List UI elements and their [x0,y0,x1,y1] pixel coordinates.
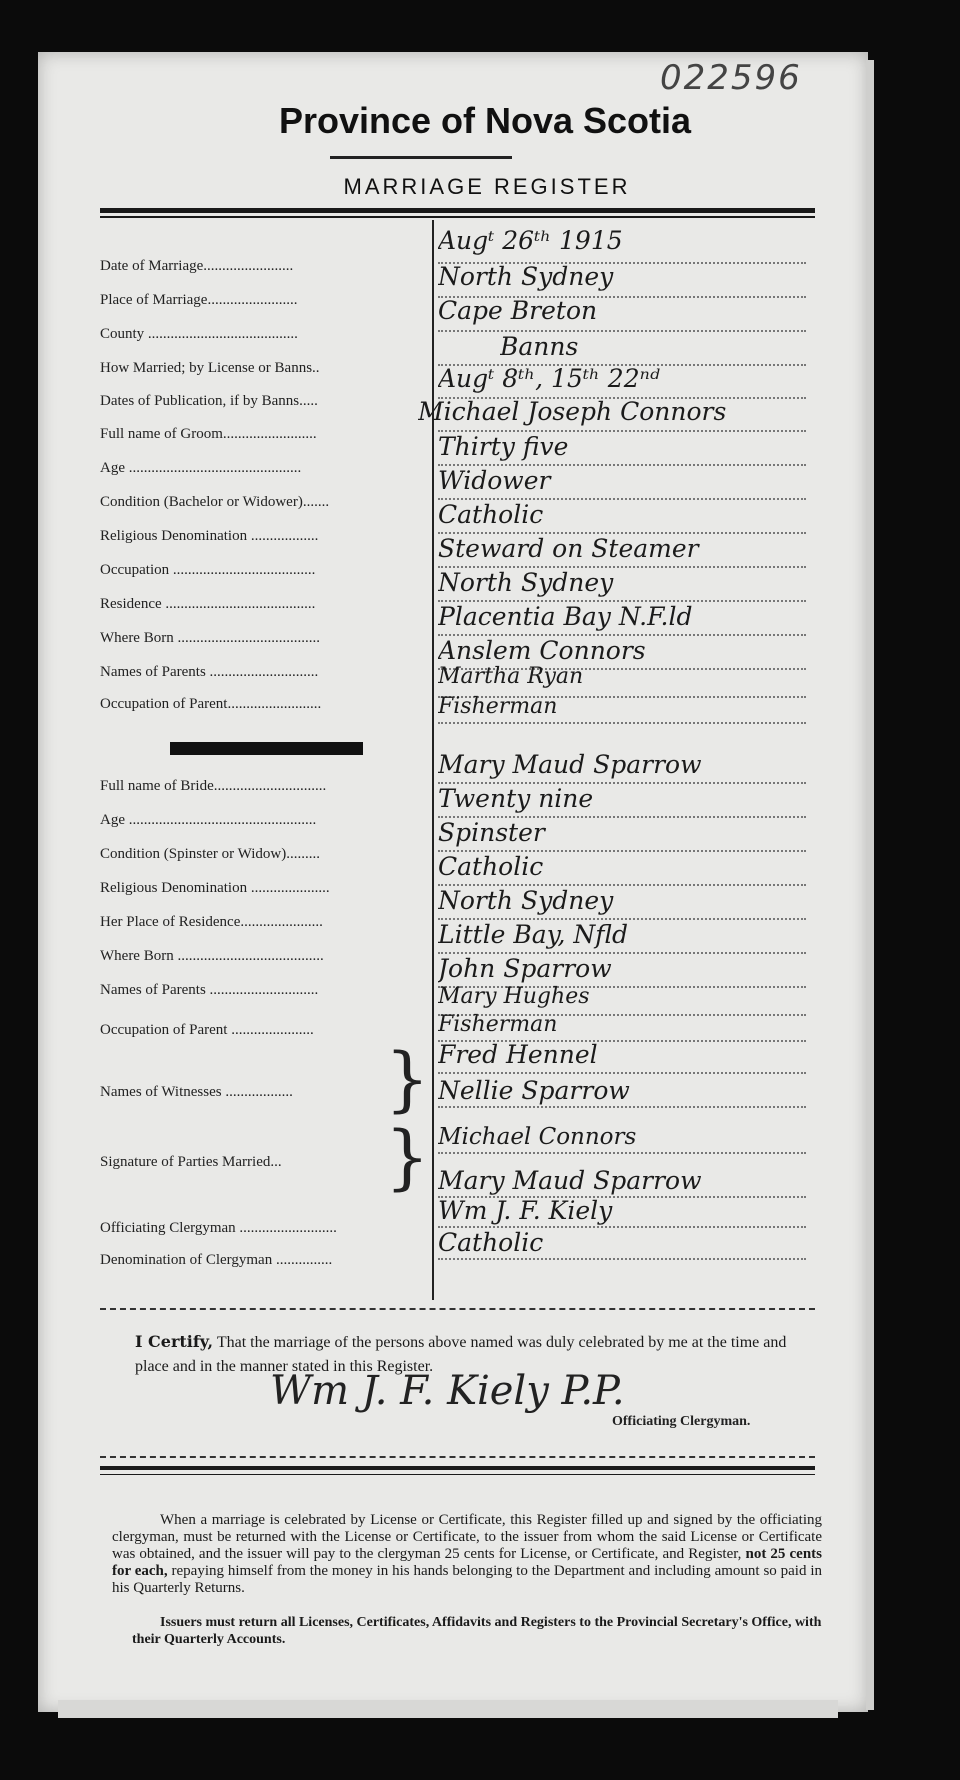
field-label: Her Place of Residence...................... [100,914,323,930]
field-value-groom-residence: North Sydney [438,568,614,597]
column-divider [432,220,434,1300]
field-value-publication-dates: Augᵗ 8ᵗʰ, 15ᵗʰ 22ⁿᵈ [438,364,660,393]
field-label: Residence ........................................ [100,596,316,612]
clergyman-signature: Wm J. F. Kiely P.P. [270,1368,625,1414]
field-value-groom-name: Michael Joseph Connors [418,397,727,426]
field-label: Occupation of Parent ...................... [100,1022,314,1038]
dotted-line [438,722,806,724]
register-title: MARRIAGE REGISTER [343,174,631,199]
province-title: Province of Nova Scotia [278,100,692,141]
field-value-groom-parent-occupation: Fisherman [438,694,558,719]
field-label: How Married; by License or Banns.. [100,360,320,376]
field-value-clergy-denomination: Catholic [438,1228,544,1257]
field-label: Denomination of Clergyman ............... [100,1252,333,1268]
field-label: Date of Marriage........................ [100,258,294,274]
field-label: Names of Parents ............................. [100,664,319,680]
parties-label: Signature of Parties Married... [100,1154,282,1170]
field-label: Officiating Clergyman .......................... [100,1220,337,1236]
field-label: Age .............................................. [100,460,302,476]
field-label: Place of Marriage........................ [100,292,298,308]
field-label: Condition (Spinster or Widow)......... [100,846,320,862]
field-label: Religious Denomination .................. [100,528,319,544]
dotted-line [438,1152,806,1154]
serial-number: 022596 [660,58,802,98]
field-label: Age .................................................. [100,812,317,828]
certify-heading: I Certify, [135,1332,214,1351]
field-label: Condition (Bachelor or Widower)....... [100,494,330,510]
field-value-groom-birthplace: Placentia Bay N.F.ld [438,602,693,631]
certify-body: That the marriage of the persons above named was duly celebrated by me at the time and place and in the manner stated in this Register. [135,1334,787,1375]
field-value-groom-father: Anslem Connors [438,636,646,665]
notice-text-1: When a marriage is celebrated by License or Certificate, this Register filled up and signed by the officiating clergyman, must be returned with the License or Certificate, to the issuer from whom the said License or Certificate was obtained, and the issuer will pay to the clergyman 25 cents for License, or Certificate, and Register, [112,1512,822,1562]
field-value-groom-condition: Widower [438,466,551,495]
field-value-bride-parent-occupation: Fisherman [438,1012,558,1037]
signature-caption: Officiating Clergyman. [612,1414,751,1429]
notice-bold: not 25 cents for each, [112,1546,823,1579]
field-value-bride-name: Mary Maud Sparrow [438,750,702,779]
field-label: County ........................................ [100,326,298,342]
field-value-bride-mother: Mary Hughes [438,984,590,1009]
field-value-groom-religion: Catholic [438,500,544,529]
dotted-line [438,1258,806,1260]
dotted-line [438,1072,806,1074]
field-value-bride-father: John Sparrow [438,954,612,983]
party-groom-signature: Michael Connors [438,1124,637,1150]
field-label: Occupation of Parent......................... [100,696,322,712]
field-value-groom-occupation: Steward on Steamer [438,534,699,563]
field-value-county: Cape Breton [438,296,598,325]
field-value-bride-religion: Catholic [438,852,544,881]
certify-rule [100,1308,815,1310]
field-label: Full name of Groom......................... [100,426,317,442]
notice-rule-thin [100,1474,815,1475]
section-separator-bar [170,742,363,755]
notice-text-2: repaying himself from the money in his hands belonging to the Department and including amount so paid in his Quarterly Returns. [112,1563,822,1596]
notice-paragraph [112,1512,822,1597]
field-value-place-of-marriage: North Sydney [438,262,614,291]
paper-fold-edge [866,60,874,1710]
header-rule-thin [100,216,815,218]
field-label: Where Born ...................................... [100,630,320,646]
witness-2: Nellie Sparrow [438,1076,630,1105]
field-value-bride-condition: Spinster [438,818,545,847]
field-label: Occupation ...................................... [100,562,316,578]
issuers-instructions: Issuers must return all Licenses, Certificates, Affidavits and Registers to the Provincial Secretary's Office, with their Quarterly Accounts. [132,1615,822,1647]
header-rule [100,208,815,213]
field-value-bride-age: Twenty nine [438,784,594,813]
field-label: Where Born ....................................... [100,948,324,964]
brace-bracket: } [385,1116,430,1198]
field-label: Names of Parents ............................. [100,982,319,998]
field-value-officiating-clergyman: Wm J. F. Kiely [438,1196,613,1225]
witness-1: Fred Hennel [438,1040,598,1069]
field-value-bride-residence: North Sydney [438,886,614,915]
field-label: Dates of Publication, if by Banns..... [100,393,318,409]
paper-bottom-edge [58,1700,838,1718]
party-bride-signature: Mary Maud Sparrow [438,1166,702,1195]
notice-rule-dashed [100,1456,815,1458]
field-value-how-married: Banns [500,332,579,361]
notice-rule [100,1466,815,1470]
field-label: Religious Denomination ..................... [100,880,330,896]
field-value-date-of-marriage: Augᵗ 26ᵗʰ 1915 [438,226,623,255]
field-value-groom-age: Thirty five [438,432,569,461]
brace-bracket: } [385,1038,430,1120]
field-value-bride-birthplace: Little Bay, Nfld [438,920,628,949]
title-underline [330,156,512,159]
dotted-line [438,1106,806,1108]
field-label: Full name of Bride.............................. [100,778,327,794]
witnesses-label: Names of Witnesses .................. [100,1084,293,1100]
field-value-groom-mother: Martha Ryan [438,664,584,689]
